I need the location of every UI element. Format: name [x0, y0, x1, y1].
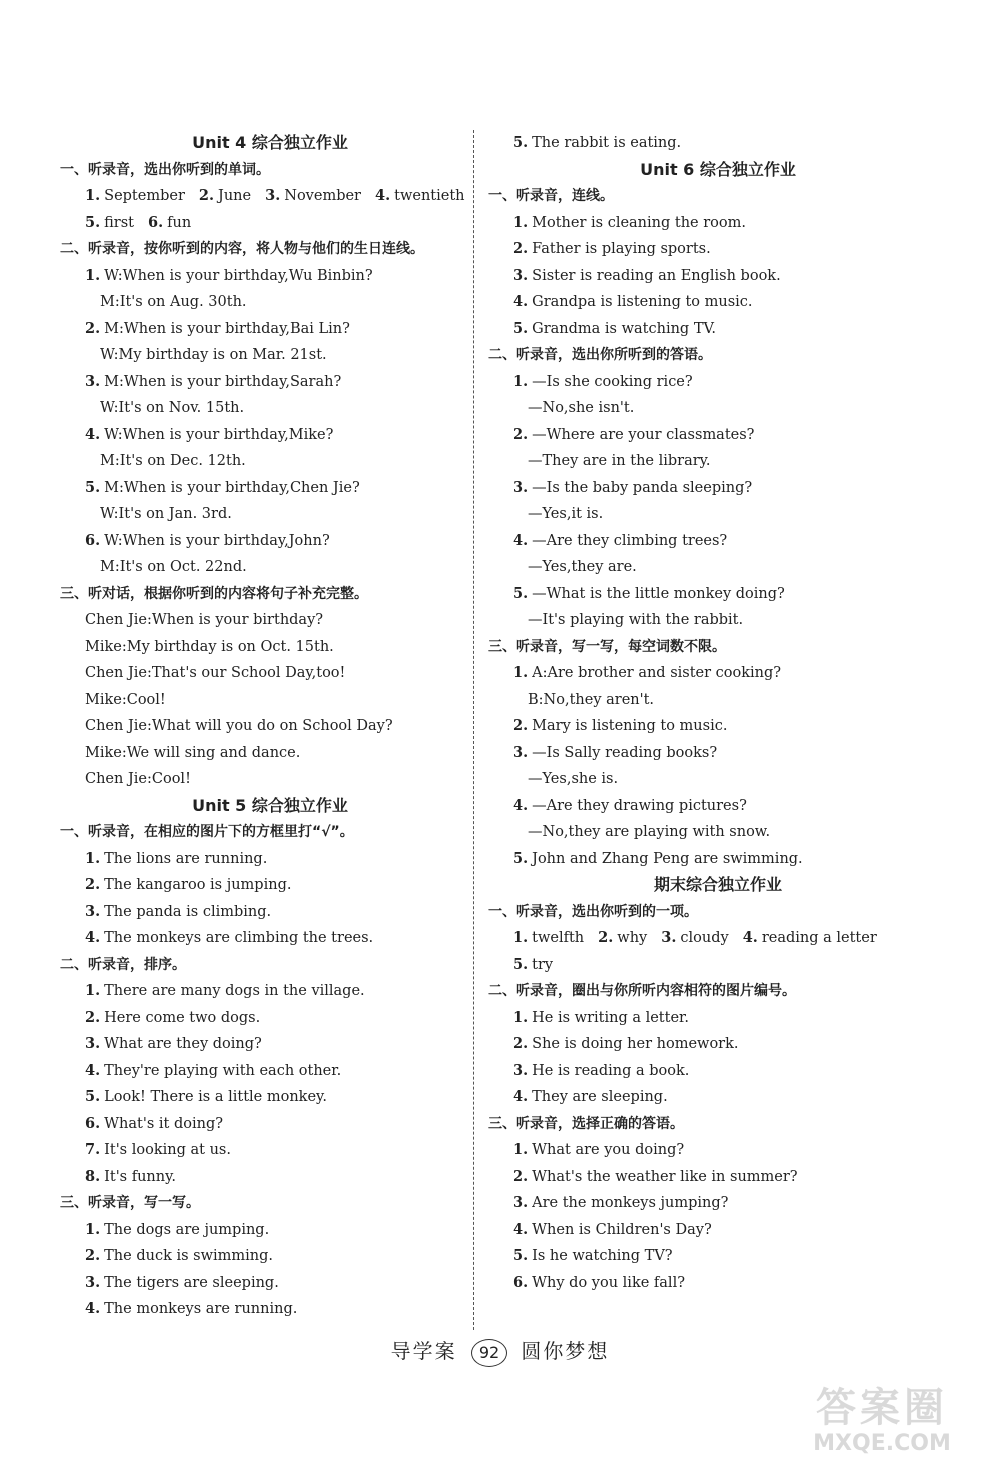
- item-number: 5.: [513, 584, 529, 602]
- item-number: 3.: [85, 1035, 101, 1052]
- line-text: Grandma is watching TV.: [532, 320, 717, 337]
- item-number: 3.: [85, 372, 101, 390]
- line-text: They are sleeping.: [532, 1089, 668, 1105]
- item-number: 4.: [374, 187, 391, 204]
- line-text: W:It's on Nov. 15th.: [100, 400, 245, 416]
- transcript-line: [488, 1270, 928, 1297]
- line-text: The monkeys are running.: [104, 1301, 298, 1317]
- line-text: Father is playing sports.: [532, 241, 711, 257]
- item-number: 2.: [513, 240, 529, 257]
- transcript-line: [488, 581, 928, 608]
- line-text: A:Are brother and sister cooking?: [532, 665, 782, 681]
- item-number: 6.: [148, 213, 164, 231]
- item-number: 3.: [513, 743, 529, 761]
- transcript-line: [488, 1137, 928, 1164]
- transcript-line: [60, 1243, 460, 1270]
- item-number: 4.: [513, 1220, 529, 1238]
- transcript-line: [60, 528, 460, 555]
- watermark-url: MXQE.COM: [813, 1431, 951, 1456]
- transcript-line: [488, 1243, 928, 1270]
- transcript-line: [488, 1164, 928, 1191]
- item-number: 4.: [85, 1061, 101, 1079]
- transcript-line: [60, 263, 460, 290]
- transcript-line: [488, 263, 928, 290]
- line-text: —Is Sally reading books?: [532, 744, 718, 761]
- item-number: 3.: [513, 266, 529, 284]
- item-word: first: [104, 214, 135, 231]
- section-heading: 一、听录音，连线。: [488, 188, 614, 204]
- line-text: B:No,they aren't.: [528, 691, 655, 708]
- transcript-line: [488, 210, 928, 237]
- item-number: 6.: [85, 531, 101, 549]
- item-number: 2.: [513, 717, 529, 734]
- item-number: 2.: [85, 1247, 101, 1264]
- line-text: Mother is cleaning the room.: [532, 214, 746, 231]
- page-footer: [0, 1333, 1000, 1369]
- item-word: twentieth: [394, 188, 465, 204]
- line-text: M:It's on Oct. 22nd.: [100, 559, 247, 575]
- answer-line: [488, 766, 928, 793]
- item-number: 3.: [85, 1273, 101, 1291]
- line-text: What are they doing?: [104, 1036, 262, 1052]
- line-text: Sister is reading an English book.: [532, 267, 781, 284]
- line-text: W:When is your birthday,John?: [104, 532, 330, 549]
- line-text: The monkeys are climbing the trees.: [104, 930, 374, 946]
- line-text: The lions are running.: [104, 850, 268, 867]
- item-word: cloudy: [680, 930, 729, 946]
- answer-line: [488, 395, 928, 422]
- item-number: 4.: [85, 425, 101, 443]
- item-number: 5.: [85, 213, 101, 231]
- section-heading: 一、听录音，选出你听到的一项。: [488, 903, 698, 920]
- line-text: Mike:My birthday is on Oct. 15th.: [85, 638, 334, 655]
- transcript-line: [60, 978, 460, 1005]
- line-text: —Are they drawing pictures?: [532, 797, 747, 814]
- transcript-line: [488, 130, 928, 157]
- line-text: Look! There is a little monkey.: [104, 1089, 327, 1105]
- section-heading: 一、听录音，在相应的图片下的方框里打“√”。: [60, 824, 354, 840]
- line-text: W:My birthday is on Mar. 21st.: [100, 347, 327, 363]
- line-text: The panda is climbing.: [104, 903, 272, 920]
- line-text: M:It's on Aug. 30th.: [100, 294, 247, 310]
- left-column: [60, 130, 465, 1323]
- item-number: 5.: [513, 849, 529, 867]
- item-number: 5.: [85, 478, 101, 496]
- unit-heading: 期末综合独立作业: [653, 875, 782, 894]
- item-word: why: [617, 930, 648, 946]
- item-number: 3.: [513, 478, 529, 496]
- line-text: Chen Jie:What will you do on School Day?: [85, 718, 393, 734]
- line-text: —Is she cooking rice?: [532, 373, 693, 390]
- transcript-line: [60, 740, 460, 767]
- line-text: M:When is your birthday,Sarah?: [104, 373, 342, 390]
- transcript-line: [60, 1217, 460, 1244]
- answer-line: [60, 554, 460, 581]
- item-number: 1.: [85, 266, 101, 284]
- item-number: 4.: [85, 929, 101, 946]
- transcript-line: [60, 687, 460, 714]
- line-text: The tigers are sleeping.: [104, 1274, 279, 1291]
- line-text: What's the weather like in summer?: [532, 1168, 798, 1185]
- transcript-line: [488, 1190, 928, 1217]
- line-text: The rabbit is eating.: [532, 135, 682, 151]
- item-number: 8.: [85, 1167, 101, 1185]
- item-number: 2.: [513, 1035, 529, 1052]
- transcript-line: [488, 713, 928, 740]
- line-text: Grandpa is listening to music.: [532, 294, 753, 310]
- section-heading: 二、听录音，圈出与你所听内容相符的图片编号。: [488, 983, 796, 999]
- transcript-line: [60, 1164, 460, 1191]
- answer-line: [488, 501, 928, 528]
- transcript-line: [488, 1084, 928, 1111]
- line-text: It's funny.: [104, 1168, 176, 1185]
- line-text: She is doing her homework.: [532, 1036, 739, 1052]
- line-text: —Where are your classmates?: [532, 426, 755, 443]
- transcript-line: [60, 1084, 460, 1111]
- transcript-line: [488, 1031, 928, 1058]
- transcript-line: [488, 740, 928, 767]
- transcript-line: [488, 528, 928, 555]
- answer-line: [488, 607, 928, 634]
- transcript-line: [60, 183, 465, 210]
- transcript-line: [60, 899, 460, 926]
- answer-line: [488, 554, 928, 581]
- item-number: 5.: [513, 955, 529, 973]
- line-text: —Yes,it is.: [528, 506, 604, 522]
- item-number: 4.: [513, 293, 529, 310]
- item-number: 2.: [85, 1008, 101, 1026]
- item-number: 1.: [513, 372, 529, 390]
- transcript-line: [488, 422, 928, 449]
- line-text: The kangaroo is jumping.: [104, 877, 292, 893]
- answer-line: [488, 819, 928, 846]
- line-text: Here come two dogs.: [104, 1009, 261, 1026]
- item-number: 7.: [85, 1141, 101, 1158]
- item-number: 1.: [513, 1008, 529, 1026]
- transcript-line: [60, 660, 460, 687]
- answer-line: [488, 687, 928, 714]
- transcript-line: [488, 952, 928, 979]
- line-text: He is reading a book.: [532, 1062, 690, 1079]
- transcript-line: [488, 1058, 928, 1085]
- section-heading: 二、听录音，选出你所听到的答语。: [488, 347, 712, 363]
- transcript-line: [60, 475, 460, 502]
- line-text: —Yes,she is.: [528, 771, 619, 787]
- item-number: 2.: [85, 876, 101, 893]
- transcript-line: [488, 660, 928, 687]
- line-text: W:When is your birthday,Wu Binbin?: [104, 267, 373, 284]
- answer-line: [60, 395, 460, 422]
- item-number: 5.: [513, 319, 529, 337]
- line-text: There are many dogs in the village.: [104, 983, 365, 999]
- right-column: [488, 130, 928, 1296]
- section-heading: 三、听录音，写一写。: [60, 1195, 200, 1211]
- line-text: Are the monkeys jumping?: [532, 1195, 729, 1211]
- item-number: 2.: [598, 929, 614, 946]
- section-heading: 二、听录音，排序。: [60, 956, 186, 973]
- answer-line: [488, 448, 928, 475]
- line-text: M:It's on Dec. 12th.: [100, 453, 246, 469]
- transcript-line: [60, 1031, 460, 1058]
- transcript-line: [60, 422, 460, 449]
- answer-line: [60, 501, 460, 528]
- item-number: 3.: [661, 929, 677, 946]
- item-number: 1.: [85, 982, 101, 999]
- watermark: [782, 1385, 982, 1465]
- transcript-line: [60, 713, 460, 740]
- line-text: When is Children's Day?: [532, 1221, 712, 1238]
- transcript-line: [488, 846, 928, 873]
- line-text: The dogs are jumping.: [104, 1221, 270, 1238]
- item-number: 1.: [85, 1220, 101, 1238]
- transcript-line: [488, 236, 928, 263]
- item-word: try: [532, 956, 554, 973]
- line-text: W:It's on Jan. 3rd.: [100, 506, 232, 522]
- answer-line: [60, 448, 460, 475]
- line-text: Chen Jie:That's our School Day,too!: [85, 665, 346, 681]
- item-word: reading a letter: [761, 930, 877, 946]
- column-divider: [473, 130, 474, 1330]
- item-number: 4.: [513, 531, 529, 549]
- line-text: Mary is listening to music.: [532, 718, 728, 734]
- line-text: He is writing a letter.: [532, 1009, 689, 1026]
- item-number: 6.: [85, 1114, 101, 1132]
- item-word: fun: [167, 214, 192, 231]
- line-text: M:When is your birthday,Bai Lin?: [104, 320, 350, 337]
- transcript-line: [60, 925, 460, 952]
- item-number: 4.: [742, 929, 758, 946]
- transcript-line: [60, 1296, 460, 1323]
- item-number: 5.: [513, 134, 529, 151]
- transcript-line: [60, 369, 460, 396]
- transcript-line: [488, 1005, 928, 1032]
- item-number: 1.: [513, 664, 529, 681]
- transcript-line: [60, 1270, 460, 1297]
- transcript-line: [488, 1217, 928, 1244]
- line-text: John and Zhang Peng are swimming.: [532, 850, 803, 867]
- line-text: Mike:Cool!: [85, 691, 166, 708]
- line-text: What are you doing?: [532, 1142, 685, 1158]
- answer-line: [60, 342, 460, 369]
- watermark-logo: 答案圈: [816, 1385, 948, 1431]
- line-text: —What is the little monkey doing?: [532, 585, 785, 602]
- line-text: —No,they are playing with snow.: [528, 824, 771, 840]
- page-number: 92: [471, 1339, 507, 1367]
- section-heading: 三、听对话，根据你听到的内容将句子补充完整。: [60, 585, 368, 602]
- item-number: 1.: [513, 213, 529, 231]
- line-text: M:When is your birthday,Chen Jie?: [104, 479, 360, 496]
- line-text: Mike:We will sing and dance.: [85, 744, 301, 761]
- item-number: 2.: [198, 187, 215, 204]
- line-text: The duck is swimming.: [104, 1248, 274, 1264]
- unit-heading: Unit 4 综合独立作业: [192, 133, 348, 152]
- transcript-line: [488, 793, 928, 820]
- section-heading: 三、听录音，选择正确的答语。: [488, 1115, 684, 1132]
- line-text: —Yes,they are.: [528, 559, 637, 575]
- footer-slogan: 圆你梦想: [521, 1339, 610, 1363]
- line-text: They're playing with each other.: [104, 1062, 342, 1079]
- transcript-line: [488, 925, 928, 952]
- item-number: 4.: [513, 796, 529, 814]
- item-number: 3.: [265, 187, 281, 204]
- section-heading: 三、听录音，写一写，每空词数不限。: [488, 638, 726, 655]
- line-text: Is he watching TV?: [532, 1248, 673, 1264]
- item-number: 3.: [85, 902, 101, 920]
- line-text: —Is the baby panda sleeping?: [532, 479, 753, 496]
- transcript-line: [488, 475, 928, 502]
- transcript-line: [60, 607, 460, 634]
- line-text: Chen Jie:When is your birthday?: [85, 612, 324, 628]
- item-number: 5.: [85, 1088, 101, 1105]
- item-number: 1.: [85, 187, 101, 204]
- item-number: 2.: [85, 319, 101, 337]
- transcript-line: [60, 1058, 460, 1085]
- transcript-line: [488, 369, 928, 396]
- transcript-line: [60, 210, 460, 237]
- item-word: November: [284, 188, 361, 204]
- section-heading: 二、听录音，按你听到的内容，将人物与他们的生日连线。: [60, 241, 424, 257]
- footer-brand: 导学案: [390, 1339, 457, 1363]
- line-text: Why do you like fall?: [532, 1274, 685, 1291]
- transcript-line: [60, 846, 460, 873]
- unit-heading: Unit 6 综合独立作业: [640, 159, 796, 179]
- item-number: 6.: [513, 1273, 529, 1291]
- item-number: 5.: [513, 1247, 529, 1264]
- transcript-line: [60, 872, 460, 899]
- transcript-line: [60, 634, 460, 661]
- item-number: 3.: [513, 1194, 529, 1211]
- line-text: W:When is your birthday,Mike?: [104, 426, 334, 443]
- line-text: —Are they climbing trees?: [532, 532, 728, 549]
- item-number: 4.: [513, 1088, 529, 1105]
- item-number: 2.: [513, 425, 529, 443]
- item-word: twelfth: [532, 930, 585, 946]
- item-number: 4.: [85, 1300, 101, 1317]
- item-word: June: [218, 188, 252, 204]
- transcript-line: [488, 289, 928, 316]
- transcript-line: [60, 1137, 460, 1164]
- section-heading: 一、听录音，选出你听到的单词。: [60, 161, 270, 178]
- item-number: 1.: [513, 929, 529, 946]
- transcript-line: [60, 316, 460, 343]
- item-number: 1.: [85, 849, 101, 867]
- item-number: 3.: [513, 1061, 529, 1079]
- unit-heading: Unit 5 综合独立作业: [192, 795, 348, 815]
- line-text: —It's playing with the rabbit.: [528, 612, 744, 628]
- transcript-line: [60, 1111, 460, 1138]
- transcript-line: [60, 1005, 460, 1032]
- line-text: —They are in the library.: [528, 453, 711, 469]
- transcript-line: [488, 316, 928, 343]
- item-number: 1.: [513, 1141, 529, 1158]
- line-text: Chen Jie:Cool!: [85, 771, 191, 787]
- item-number: 2.: [513, 1167, 529, 1185]
- item-word: September: [104, 188, 185, 204]
- line-text: It's looking at us.: [104, 1142, 231, 1158]
- answer-line: [60, 289, 460, 316]
- line-text: —No,she isn't.: [528, 400, 635, 416]
- transcript-line: [60, 766, 460, 793]
- line-text: What's it doing?: [104, 1115, 224, 1132]
